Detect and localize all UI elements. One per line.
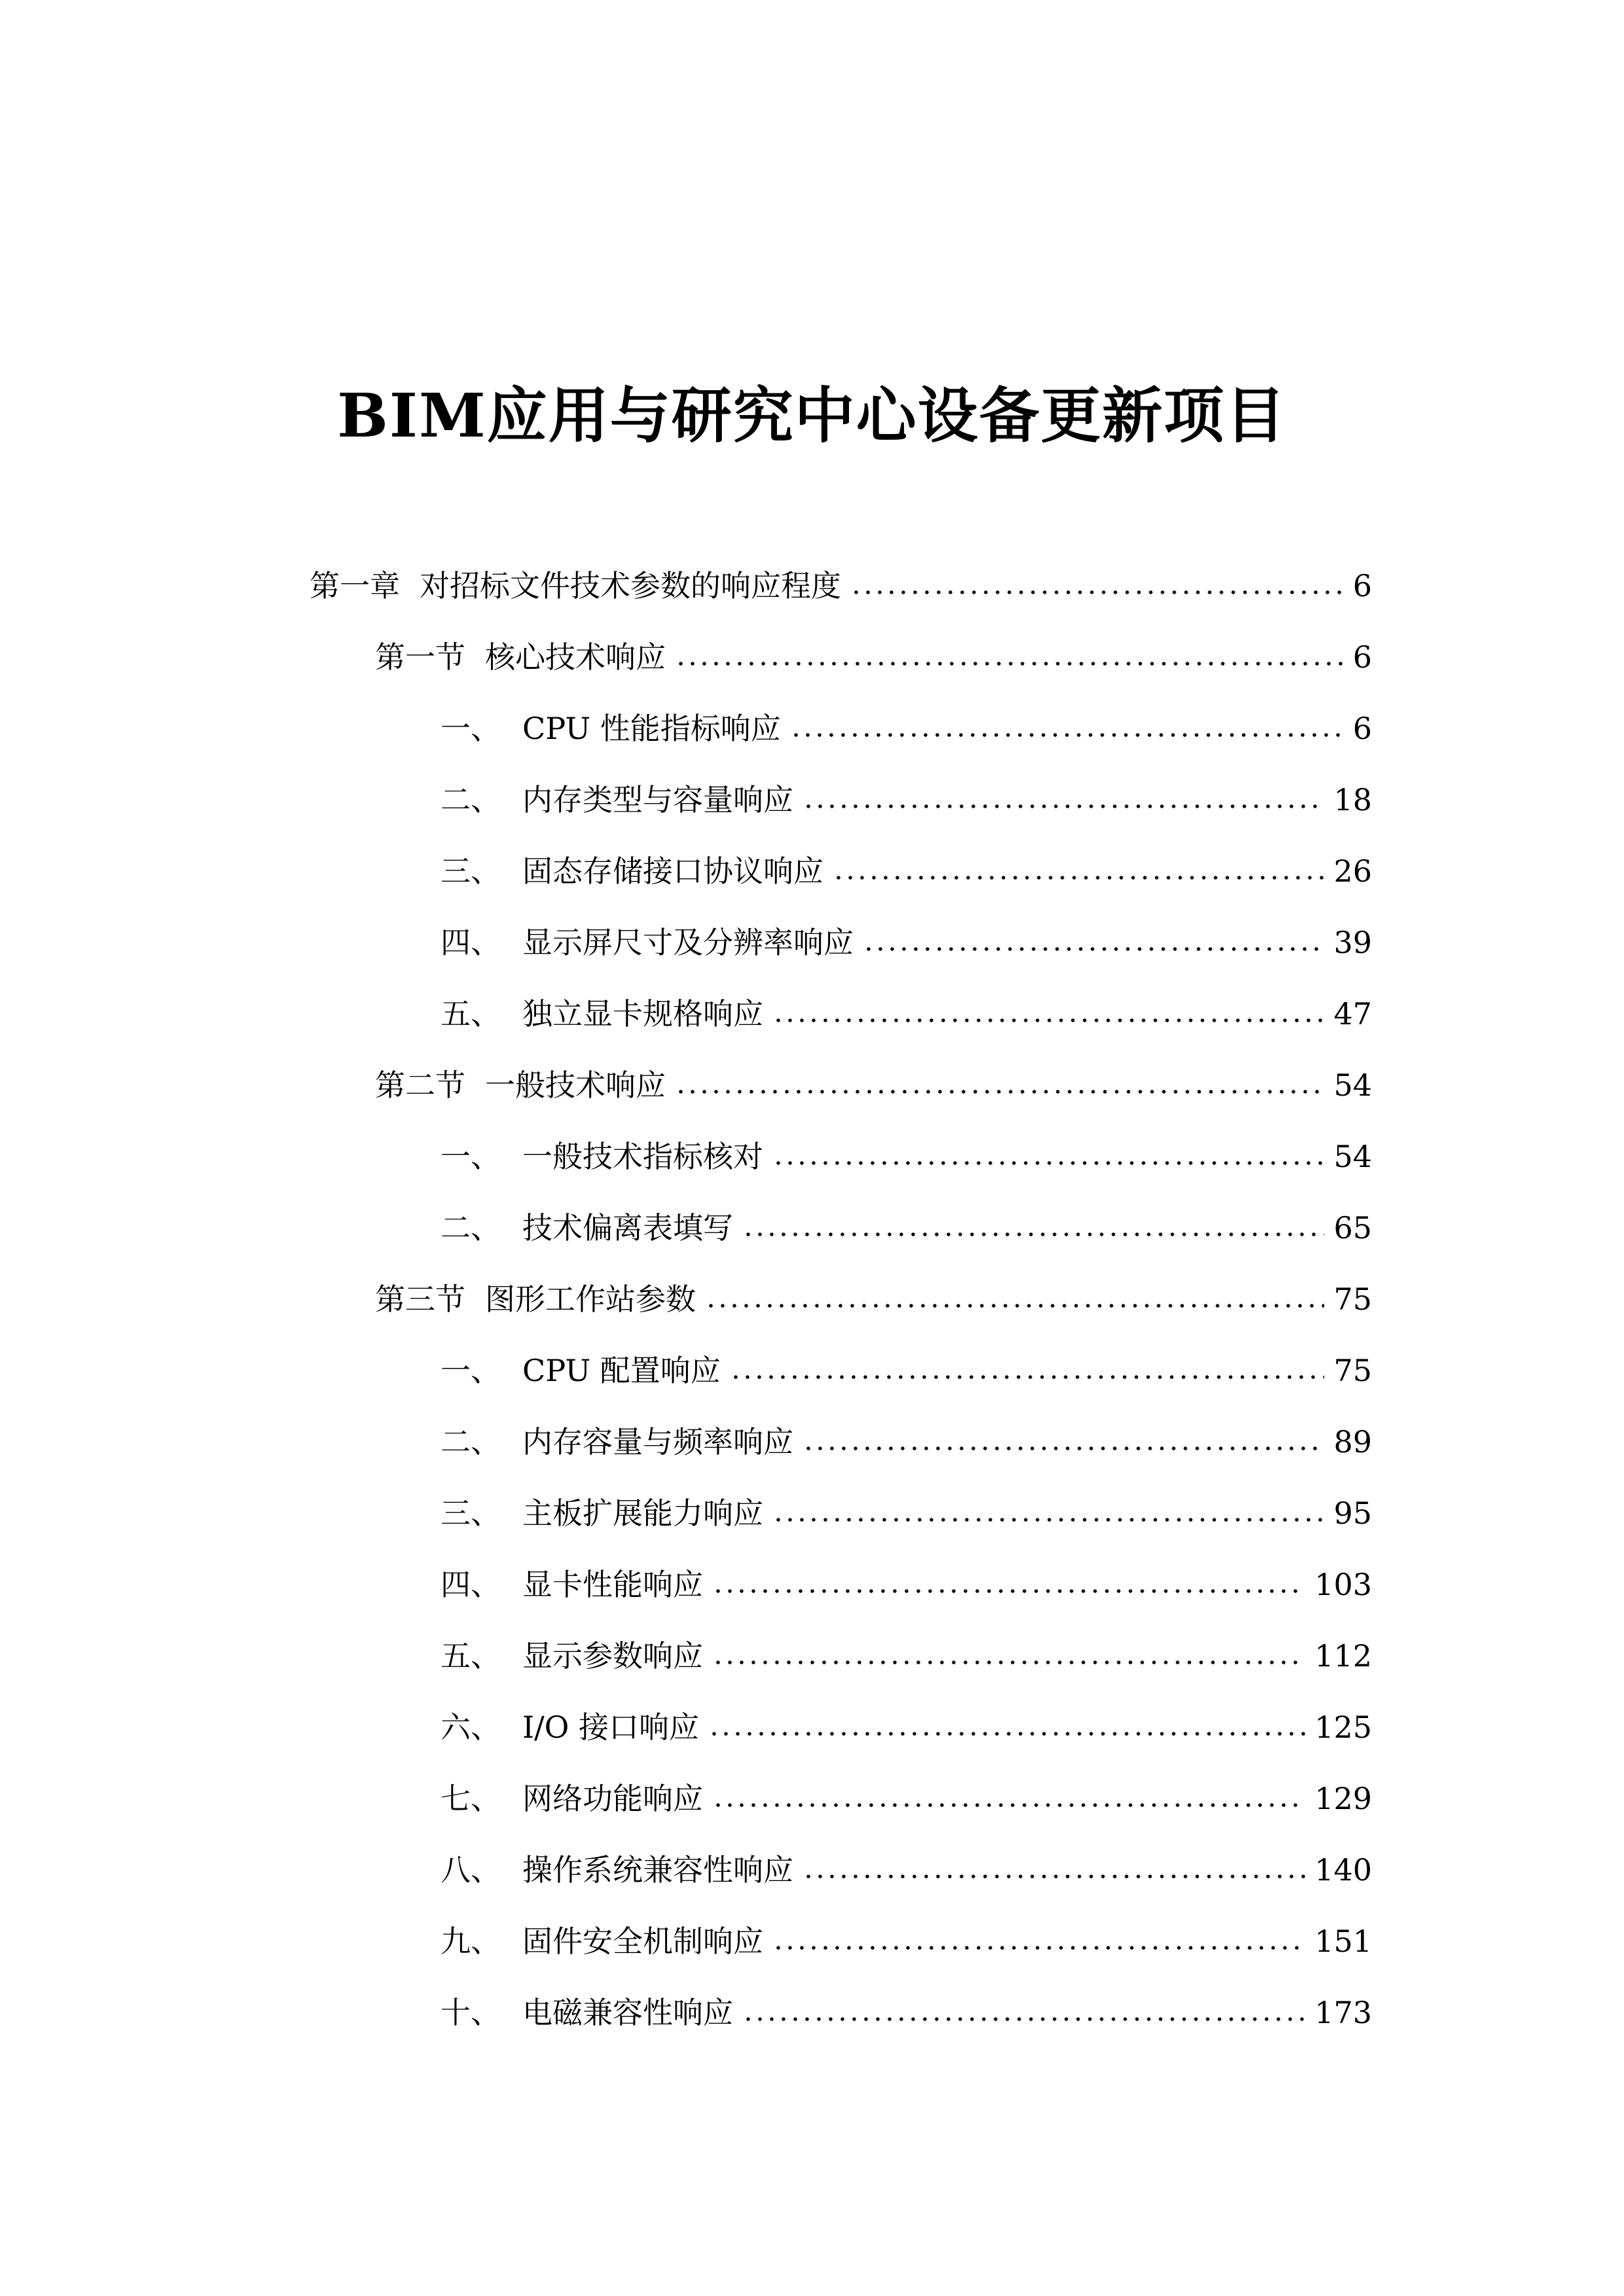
toc-page-number: 95	[1333, 1496, 1372, 1531]
toc-item[interactable]	[441, 1779, 1372, 1818]
toc-number: 二、	[441, 782, 501, 817]
toc-item[interactable]	[441, 1565, 1372, 1604]
toc-text: 独立显卡规格响应	[522, 996, 763, 1031]
toc-item[interactable]	[441, 1137, 1372, 1176]
toc-number: 五、	[441, 996, 501, 1031]
toc-number: 八、	[441, 1852, 501, 1888]
toc-leader-dots	[712, 1801, 1305, 1809]
toc-text: 固件安全机制响应	[522, 1924, 763, 1959]
toc-page-number: 129	[1314, 1781, 1372, 1816]
toc-text: 图形工作站参数	[485, 1282, 696, 1317]
toc-page-number: 151	[1314, 1924, 1372, 1959]
toc-number: 四、	[441, 925, 501, 960]
toc-text: I/O 接口响应	[522, 1710, 700, 1745]
toc-page-number: 26	[1333, 853, 1372, 889]
toc-text: 显示参数响应	[522, 1638, 703, 1674]
toc-leader-dots	[708, 1730, 1305, 1738]
toc-number: 二、	[441, 1210, 501, 1246]
toc-text: 网络功能响应	[522, 1781, 703, 1816]
toc-item[interactable]	[441, 852, 1372, 891]
toc-item[interactable]	[441, 923, 1372, 962]
toc-section-1[interactable]	[375, 637, 1372, 677]
toc-chapter-1[interactable]	[310, 566, 1372, 605]
toc-number: 五、	[441, 1638, 501, 1674]
toc-text: 操作系统兼容性响应	[522, 1852, 793, 1888]
toc-leader-dots	[675, 660, 1344, 668]
toc-section-3[interactable]	[375, 1280, 1372, 1319]
toc-item[interactable]	[441, 1993, 1372, 2032]
toc-leader-dots	[675, 1088, 1324, 1096]
toc-page-number: 112	[1314, 1638, 1372, 1674]
toc-number: 第二节	[375, 1067, 465, 1103]
toc-leader-dots	[803, 1873, 1305, 1880]
toc-text: 对招标文件技术参数的响应程度	[420, 568, 841, 603]
toc-text: 内存类型与容量响应	[522, 782, 793, 817]
toc-item[interactable]	[441, 1922, 1372, 1961]
toc-text: 显卡性能响应	[522, 1567, 703, 1602]
toc-number: 第三节	[375, 1282, 465, 1317]
toc-item[interactable]	[441, 780, 1372, 819]
toc-text: 核心技术响应	[485, 639, 666, 675]
toc-number: 第一节	[375, 639, 465, 675]
toc-page-number: 125	[1314, 1710, 1372, 1745]
toc-text: 内存容量与频率响应	[522, 1424, 793, 1460]
toc-item[interactable]	[441, 1708, 1372, 1747]
toc-text: 电磁兼容性响应	[522, 1995, 733, 2030]
toc-leader-dots	[803, 1444, 1324, 1452]
toc-number: 十、	[441, 1995, 501, 2030]
toc-leader-dots	[772, 1159, 1324, 1167]
toc-number: 一、	[441, 1353, 501, 1388]
toc-item[interactable]	[441, 1850, 1372, 1890]
toc-page-number: 173	[1314, 1995, 1372, 2030]
toc-leader-dots	[730, 1373, 1325, 1381]
toc-text: 技术偏离表填写	[522, 1210, 733, 1246]
toc-page-number: 54	[1333, 1067, 1372, 1103]
toc-page-number: 103	[1314, 1567, 1372, 1602]
toc-item[interactable]	[441, 1636, 1372, 1676]
toc-item[interactable]	[441, 1494, 1372, 1533]
toc-number: 一、	[441, 711, 501, 746]
toc-leader-dots	[742, 2015, 1305, 2023]
toc-page-number: 6	[1352, 568, 1372, 603]
toc-leader-dots	[772, 1944, 1305, 1952]
toc-page-number: 75	[1333, 1282, 1372, 1317]
toc-leader-dots	[742, 1230, 1324, 1238]
toc-item[interactable]	[441, 1208, 1372, 1247]
toc-page-number: 18	[1333, 782, 1372, 817]
toc-leader-dots	[803, 802, 1324, 810]
toc-page-number: 47	[1333, 996, 1372, 1031]
toc-text: 主板扩展能力响应	[522, 1496, 763, 1531]
toc-section-2[interactable]	[375, 1066, 1372, 1105]
toc-item[interactable]	[441, 1351, 1372, 1390]
toc-page-number: 39	[1333, 925, 1372, 960]
toc-number: 九、	[441, 1924, 501, 1959]
toc-text: CPU 配置响应	[522, 1353, 721, 1388]
toc-page-number: 6	[1352, 711, 1372, 746]
toc-text: 一般技术响应	[485, 1067, 666, 1103]
toc-leader-dots	[705, 1302, 1324, 1310]
toc-leader-dots	[712, 1659, 1305, 1666]
toc-page-number: 54	[1333, 1139, 1372, 1174]
toc-text: 一般技术指标核对	[522, 1139, 763, 1174]
toc-item[interactable]	[441, 709, 1372, 748]
toc-text: CPU 性能指标响应	[522, 711, 781, 746]
toc-text: 固态存储接口协议响应	[522, 853, 823, 889]
toc-text: 显示屏尺寸及分辨率响应	[522, 925, 854, 960]
toc-leader-dots	[712, 1587, 1305, 1595]
toc-page-number: 75	[1333, 1353, 1372, 1388]
toc-number: 三、	[441, 1496, 501, 1531]
toc-number: 四、	[441, 1567, 501, 1602]
toc-number: 六、	[441, 1710, 501, 1745]
document-title: BIM应用与研究中心设备更新项目	[337, 380, 1287, 451]
toc-page-number: 140	[1314, 1852, 1372, 1888]
toc-leader-dots	[833, 874, 1324, 882]
toc-item[interactable]	[441, 1422, 1372, 1462]
toc-page-number: 89	[1333, 1424, 1372, 1460]
toc-leader-dots	[772, 1516, 1324, 1524]
toc-leader-dots	[772, 1016, 1324, 1024]
toc-leader-dots	[790, 731, 1344, 739]
toc-number: 七、	[441, 1781, 501, 1816]
toc-number: 二、	[441, 1424, 501, 1460]
toc-leader-dots	[863, 945, 1324, 953]
toc-page-number: 65	[1333, 1210, 1372, 1246]
toc-number: 第一章	[310, 568, 400, 603]
toc-item[interactable]	[441, 994, 1372, 1033]
toc-number: 一、	[441, 1139, 501, 1174]
toc-number: 三、	[441, 853, 501, 889]
toc-page-number: 6	[1352, 639, 1372, 675]
toc-leader-dots	[850, 588, 1344, 596]
